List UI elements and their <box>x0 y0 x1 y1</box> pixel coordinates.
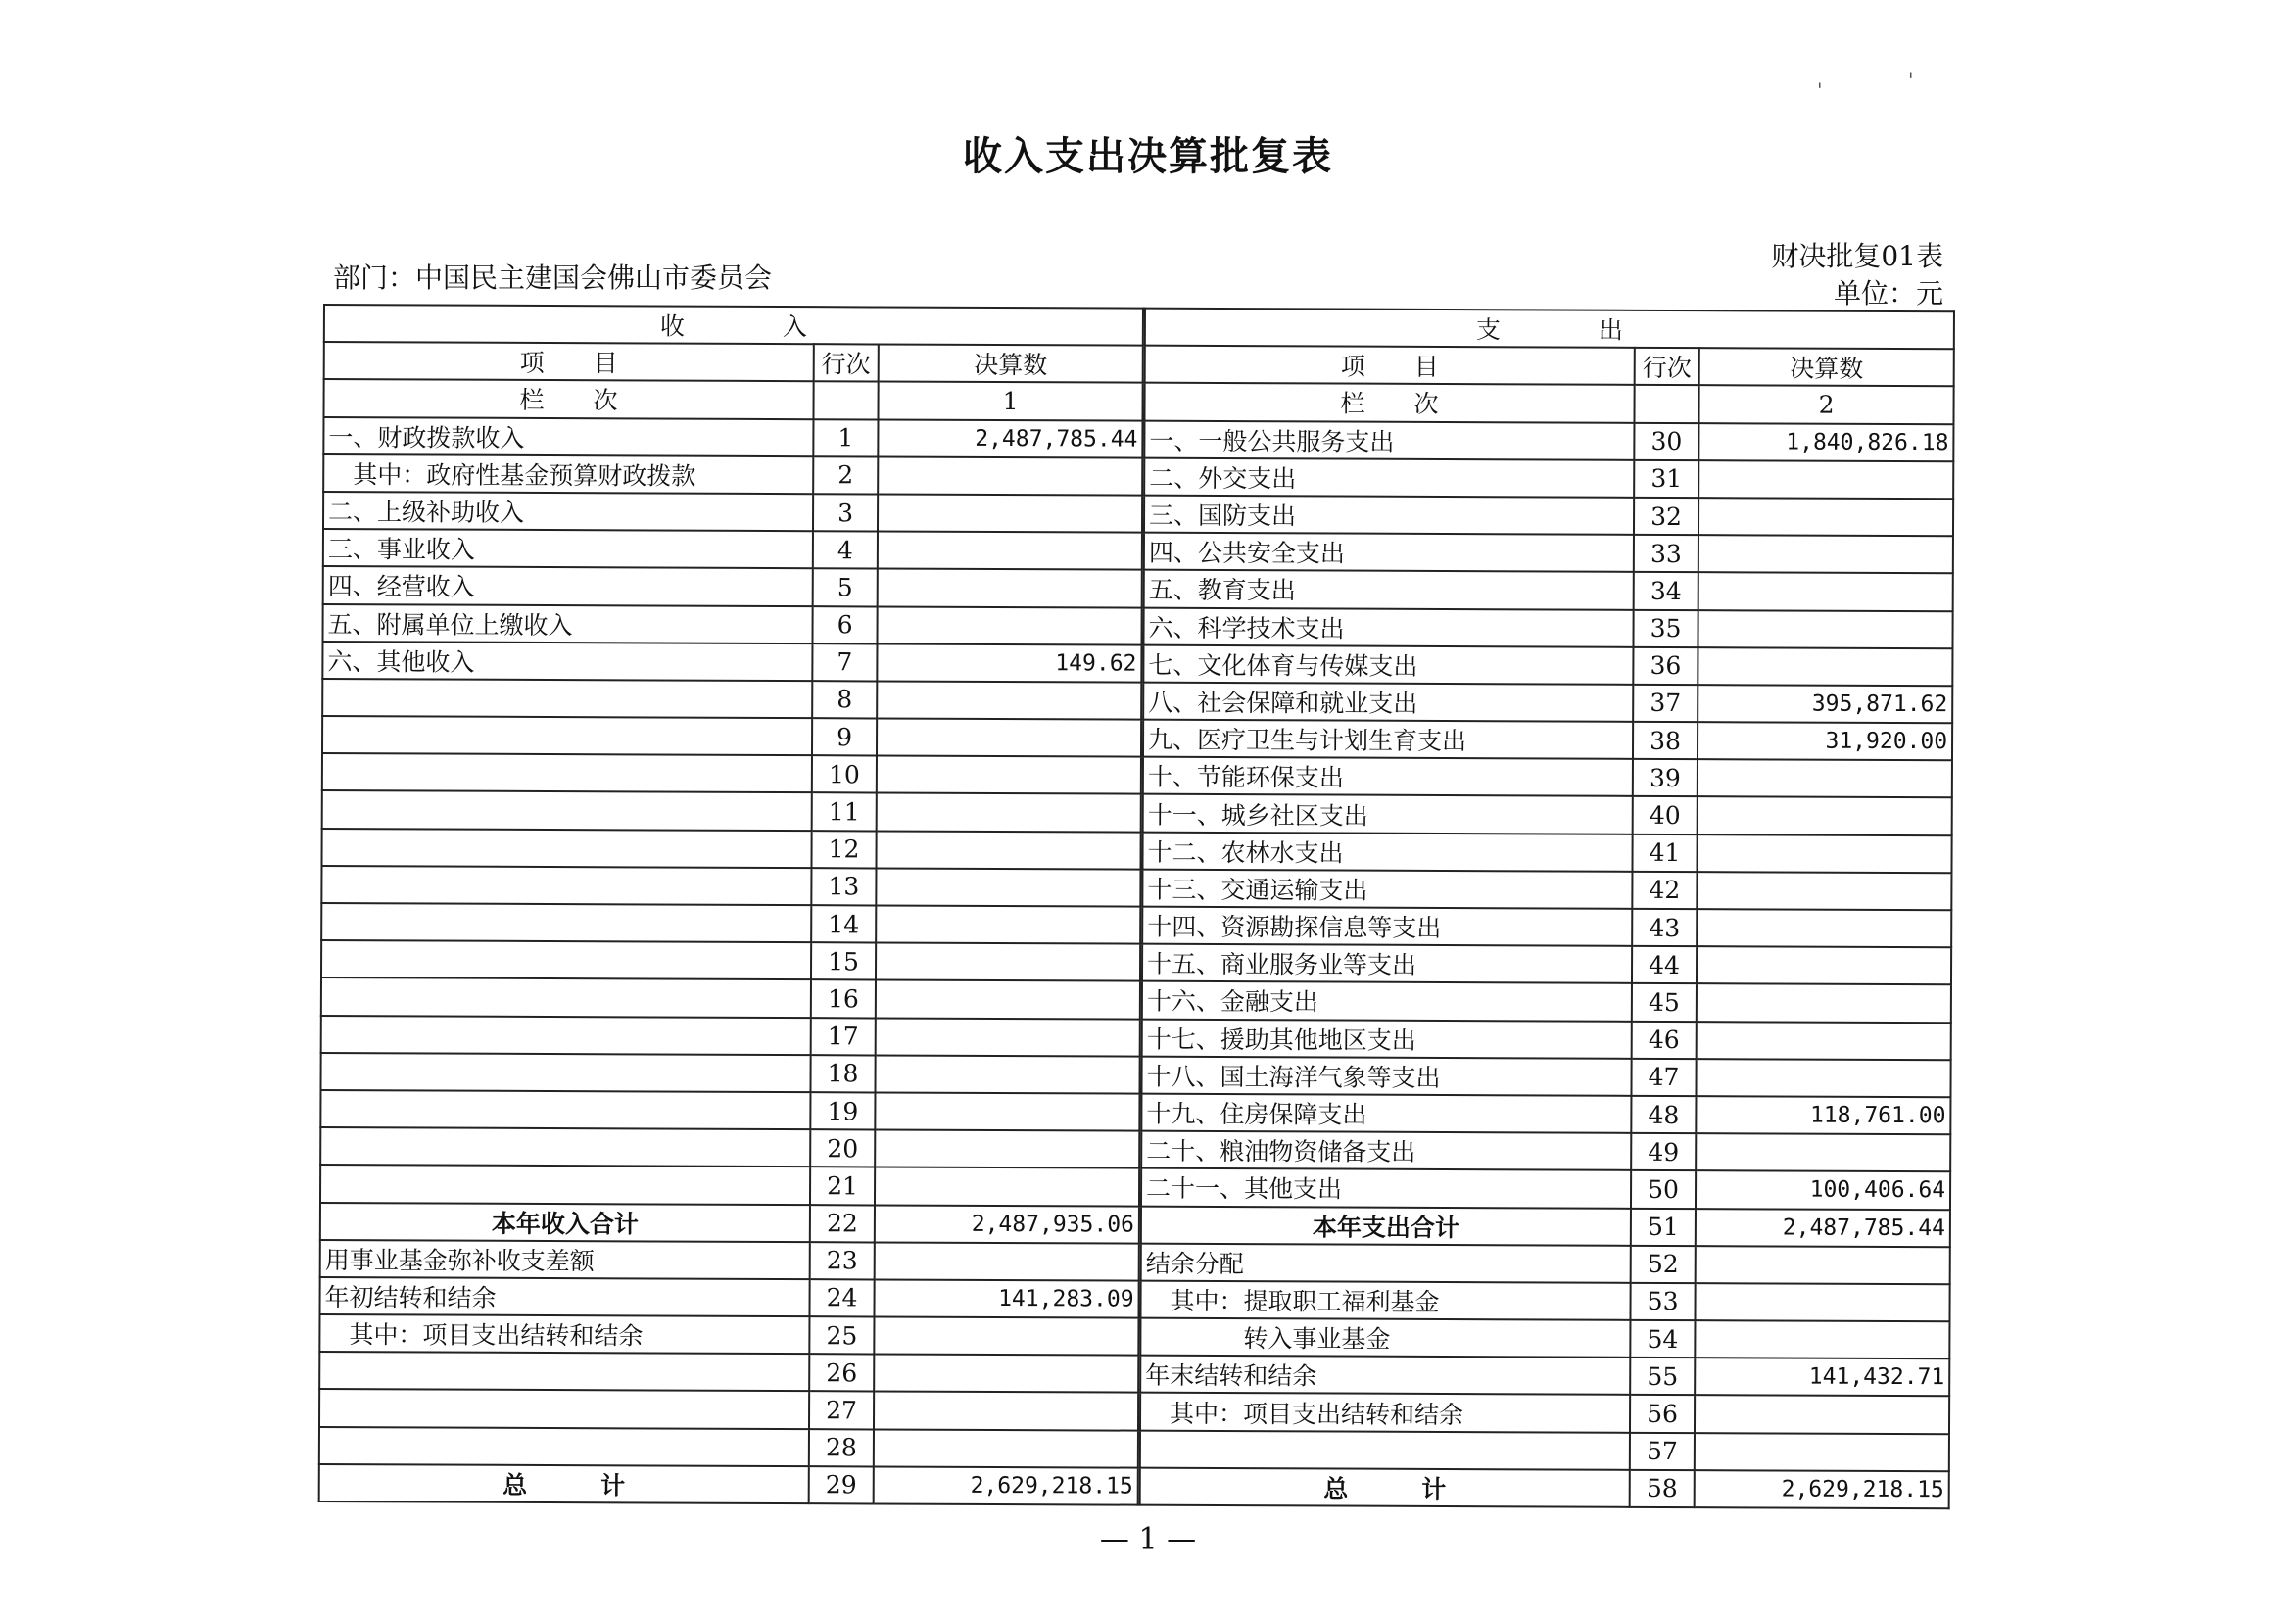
expense-line-cell: 48 <box>1631 1096 1696 1133</box>
income-row <box>320 1090 1139 1131</box>
income-amount-cell <box>875 1092 1139 1130</box>
income-line-cell: 28 <box>809 1429 874 1466</box>
income-amount-cell: 141,283.09 <box>874 1279 1138 1317</box>
income-item-cell <box>320 1090 810 1129</box>
income-amount-cell <box>875 1167 1139 1206</box>
expense-row <box>1142 1056 1951 1097</box>
income-column-label: 栏 次 <box>323 379 813 418</box>
income-column-line <box>813 382 878 419</box>
income-row <box>321 866 1140 907</box>
income-row <box>319 1389 1138 1430</box>
expense-row <box>1140 1356 1949 1397</box>
expense-amount-cell <box>1698 759 1952 797</box>
income-item-cell: 五、附属单位上缴收入 <box>322 604 812 643</box>
income-item-header: 项 目 <box>324 342 814 381</box>
expense-row <box>1141 1168 1950 1210</box>
expense-line-cell: 37 <box>1633 685 1698 722</box>
expense-amount-cell <box>1697 909 1951 947</box>
expense-item-cell: 六、科学技术支出 <box>1144 607 1634 646</box>
expense-amount-cell <box>1697 946 1951 984</box>
income-amount-cell: 149.62 <box>877 643 1141 682</box>
income-line-cell: 14 <box>811 905 876 942</box>
income-row <box>320 1240 1139 1281</box>
expense-line-cell: 50 <box>1631 1170 1696 1208</box>
expense-amount-cell <box>1696 1283 1950 1321</box>
income-amount-cell <box>875 1242 1139 1280</box>
expense-line-cell: 58 <box>1630 1470 1695 1507</box>
income-row <box>322 679 1141 720</box>
unit-label: 单位：元 <box>1833 277 1943 310</box>
expense-amount-cell: 141,432.71 <box>1695 1358 1949 1396</box>
expense-line-cell: 38 <box>1633 722 1698 759</box>
expense-row <box>1141 1281 1950 1322</box>
income-amount-cell <box>877 756 1141 794</box>
expense-item-cell: 其中：提取职工福利基金 <box>1141 1281 1631 1320</box>
expense-amount-cell <box>1696 1246 1950 1284</box>
income-line-cell: 26 <box>809 1354 874 1391</box>
department-label: 部门：中国民主建国会佛山市委员会 <box>333 262 773 294</box>
income-row <box>319 1352 1138 1393</box>
income-line-cell: 12 <box>811 831 876 868</box>
expense-amount-cell <box>1695 1320 1949 1358</box>
expense-row <box>1141 1131 1950 1172</box>
expense-column-line <box>1635 385 1699 422</box>
income-item-cell <box>321 903 811 942</box>
income-item-cell <box>322 753 812 792</box>
stray-mark: ' <box>1817 78 1823 102</box>
expense-item-cell: 十八、国土海洋气象等支出 <box>1142 1056 1632 1095</box>
income-amount-cell <box>878 532 1142 570</box>
income-line-cell: 5 <box>813 568 878 605</box>
income-row <box>320 1127 1139 1168</box>
expense-line-cell: 45 <box>1632 983 1697 1021</box>
income-item-cell <box>321 829 811 868</box>
income-amount-cell <box>876 943 1140 981</box>
income-amount-cell <box>878 569 1142 607</box>
expense-item-cell: 二、外交支出 <box>1144 457 1634 497</box>
income-amount-cell <box>875 1130 1139 1168</box>
expense-row <box>1144 420 1953 461</box>
income-item-cell <box>321 1016 811 1055</box>
income-item-cell: 用事业基金弥补收支差额 <box>320 1240 810 1279</box>
page-number: — 1 — <box>1099 1522 1197 1556</box>
expense-amount-cell <box>1695 1433 1949 1471</box>
income-row <box>322 642 1141 683</box>
expense-row <box>1143 757 1952 798</box>
income-row <box>320 1202 1139 1243</box>
expense-line-cell: 36 <box>1633 647 1698 685</box>
expense-amount-cell <box>1696 1133 1950 1171</box>
income-item-cell <box>321 940 811 979</box>
expense-item-cell: 五、教育支出 <box>1144 570 1634 609</box>
expense-row <box>1143 720 1952 761</box>
income-line-cell: 19 <box>810 1092 875 1129</box>
expense-amount-header: 决算数 <box>1699 348 1954 386</box>
income-amount-cell <box>877 681 1141 719</box>
income-section-header: 收 入 <box>324 305 1143 346</box>
income-row <box>322 716 1141 757</box>
income-line-cell: 9 <box>812 718 877 755</box>
expense-item-cell: 二十、粮油物资储备支出 <box>1141 1131 1631 1170</box>
income-line-cell: 22 <box>810 1205 875 1242</box>
income-item-cell: 一、财政拨款收入 <box>323 417 813 456</box>
expense-item-cell: 十、节能环保支出 <box>1143 757 1633 796</box>
expense-amount-cell <box>1697 1022 1951 1060</box>
income-line-cell: 15 <box>811 942 876 979</box>
income-row <box>320 1165 1139 1206</box>
expense-item-cell: 十五、商业服务业等支出 <box>1142 944 1632 983</box>
income-item-cell: 年初结转和结余 <box>319 1277 809 1316</box>
expense-line-cell: 43 <box>1632 909 1697 946</box>
income-item-cell <box>322 790 812 830</box>
expense-item-cell: 转入事业基金 <box>1140 1318 1630 1358</box>
expense-line-cell: 33 <box>1634 535 1698 572</box>
expense-amount-cell: 395,871.62 <box>1698 685 1952 723</box>
expense-item-cell: 十二、农林水支出 <box>1143 832 1633 871</box>
income-row <box>321 977 1140 1019</box>
expense-item-cell: 十七、援助其他地区支出 <box>1142 1019 1632 1058</box>
expense-line-cell: 42 <box>1632 872 1697 909</box>
expense-item-cell: 十六、金融支出 <box>1142 981 1632 1021</box>
expense-amount-cell: 2,629,218.15 <box>1695 1470 1949 1508</box>
expense-row <box>1141 1206 1950 1247</box>
income-amount-cell <box>876 1018 1140 1056</box>
income-row <box>323 566 1142 607</box>
expense-amount-cell <box>1698 572 1953 610</box>
expense-row <box>1141 1243 1950 1284</box>
expense-row <box>1144 533 1953 574</box>
expense-item-cell: 十三、交通运输支出 <box>1142 869 1632 908</box>
expense-row <box>1142 981 1951 1023</box>
income-item-cell <box>319 1352 809 1391</box>
income-row <box>321 829 1140 870</box>
income-amount-header: 决算数 <box>879 345 1143 383</box>
expense-item-cell: 十九、住房保障支出 <box>1141 1094 1631 1133</box>
income-amount-cell <box>876 905 1140 943</box>
expense-line-cell: 55 <box>1630 1358 1695 1395</box>
expense-item-cell: 年末结转和结余 <box>1140 1356 1630 1395</box>
expense-row <box>1142 907 1951 948</box>
expense-column-number: 2 <box>1699 386 1954 424</box>
expense-amount-cell: 118,761.00 <box>1696 1096 1950 1134</box>
income-row <box>323 492 1142 533</box>
income-amount-cell <box>877 606 1141 644</box>
income-amount-cell: 2,487,785.44 <box>878 419 1142 457</box>
income-line-cell: 25 <box>809 1316 874 1354</box>
income-amount-cell <box>874 1317 1138 1356</box>
expense-row <box>1140 1318 1949 1359</box>
income-item-cell <box>321 977 811 1017</box>
expense-line-cell: 49 <box>1631 1133 1696 1170</box>
expense-amount-cell: 2,487,785.44 <box>1696 1209 1950 1247</box>
expense-section-header: 支 出 <box>1145 309 1954 350</box>
expense-row <box>1141 1094 1950 1135</box>
expense-line-cell: 31 <box>1634 460 1698 498</box>
income-line-cell: 20 <box>810 1129 875 1167</box>
expense-line-cell: 40 <box>1633 796 1698 834</box>
expense-amount-cell <box>1698 535 1953 573</box>
income-amount-cell <box>874 1429 1138 1467</box>
expense-line-cell: 51 <box>1631 1208 1696 1245</box>
expense-row <box>1143 794 1952 835</box>
statement-tables <box>318 304 1955 1509</box>
expense-item-cell: 本年支出合计 <box>1141 1206 1631 1245</box>
expense-line-cell: 47 <box>1632 1059 1697 1096</box>
expense-row <box>1142 944 1951 985</box>
income-amount-cell <box>874 1392 1138 1430</box>
expense-line-cell: 35 <box>1634 609 1698 646</box>
income-amount-cell <box>876 831 1140 869</box>
income-line-cell: 17 <box>811 1018 876 1055</box>
expense-line-cell: 39 <box>1633 759 1698 796</box>
income-item-cell: 本年收入合计 <box>320 1202 810 1241</box>
expense-line-cell: 46 <box>1632 1021 1697 1058</box>
expense-row <box>1142 1019 1951 1060</box>
expense-line-header: 行次 <box>1635 348 1699 385</box>
expense-line-cell: 53 <box>1631 1283 1696 1320</box>
income-item-cell: 三、事业收入 <box>323 529 813 568</box>
income-amount-cell: 2,629,218.15 <box>874 1466 1138 1504</box>
income-item-cell <box>319 1389 809 1428</box>
income-row <box>323 454 1142 496</box>
income-row <box>321 903 1140 944</box>
expense-item-cell: 一、一般公共服务支出 <box>1144 420 1634 459</box>
income-line-cell: 23 <box>810 1242 875 1279</box>
expense-amount-cell <box>1698 797 1952 835</box>
expense-amount-cell: 1,840,826.18 <box>1698 423 1953 461</box>
expense-line-cell: 52 <box>1631 1246 1696 1283</box>
income-row <box>323 417 1142 458</box>
expense-row <box>1144 570 1953 611</box>
income-amount-cell <box>878 494 1142 532</box>
expense-row <box>1140 1467 1949 1508</box>
income-line-cell: 7 <box>812 643 877 681</box>
income-line-cell: 21 <box>810 1167 875 1204</box>
income-line-cell: 16 <box>811 980 876 1018</box>
income-row <box>322 604 1141 645</box>
expense-item-header: 项 目 <box>1145 346 1635 385</box>
income-line-cell: 10 <box>812 755 877 792</box>
income-line-cell: 13 <box>811 868 876 905</box>
expense-line-cell: 32 <box>1634 498 1698 535</box>
income-item-cell: 其中：项目支出结转和结余 <box>319 1314 809 1354</box>
income-row <box>322 790 1141 832</box>
income-line-cell: 24 <box>809 1279 874 1316</box>
expense-item-cell: 九、医疗卫生与计划生育支出 <box>1143 720 1633 759</box>
income-line-cell: 11 <box>812 793 877 831</box>
income-row <box>323 529 1142 570</box>
income-item-cell <box>321 866 811 905</box>
expense-line-cell: 34 <box>1634 572 1698 609</box>
expense-column-label: 栏 次 <box>1145 383 1635 422</box>
income-line-cell: 4 <box>813 531 878 568</box>
expense-item-cell: 三、国防支出 <box>1144 496 1634 535</box>
expense-amount-cell <box>1698 647 1952 686</box>
expense-row <box>1143 683 1952 724</box>
income-amount-cell <box>877 793 1141 832</box>
income-line-cell: 29 <box>809 1466 874 1503</box>
income-item-cell <box>320 1165 810 1204</box>
expense-row <box>1140 1393 1949 1434</box>
expense-row <box>1142 869 1951 910</box>
income-item-cell <box>322 679 812 718</box>
income-row <box>319 1464 1138 1505</box>
income-line-cell: 6 <box>812 606 877 643</box>
expense-item-cell: 总 计 <box>1140 1467 1630 1506</box>
income-amount-cell <box>878 456 1142 495</box>
income-line-cell: 18 <box>810 1055 875 1092</box>
income-item-cell <box>320 1127 810 1167</box>
expense-item-cell: 八、社会保障和就业支出 <box>1143 683 1633 722</box>
income-row <box>319 1277 1138 1318</box>
expense-row <box>1144 496 1953 537</box>
expense-amount-cell <box>1698 460 1953 499</box>
expense-item-cell: 十四、资源勘探信息等支出 <box>1142 907 1632 946</box>
expense-table <box>1139 308 1955 1510</box>
income-line-cell: 1 <box>813 419 878 456</box>
income-row <box>320 1053 1139 1094</box>
income-amount-cell <box>874 1355 1138 1393</box>
income-item-cell: 六、其他收入 <box>322 642 812 681</box>
expense-row <box>1140 1430 1949 1471</box>
expense-amount-cell: 100,406.64 <box>1696 1170 1950 1209</box>
income-item-cell <box>322 716 812 755</box>
income-line-cell: 8 <box>812 681 877 718</box>
expense-item-cell: 四、公共安全支出 <box>1144 533 1634 572</box>
income-table <box>318 304 1144 1506</box>
income-line-header: 行次 <box>814 344 879 381</box>
expense-row <box>1143 644 1952 686</box>
income-line-cell: 27 <box>809 1392 874 1429</box>
expense-line-cell: 57 <box>1630 1432 1695 1469</box>
income-amount-cell <box>877 719 1141 757</box>
expense-line-cell: 30 <box>1634 422 1698 459</box>
expense-amount-cell <box>1695 1396 1949 1434</box>
page-title: 收入支出决算批复表 <box>963 134 1333 179</box>
expense-amount-cell <box>1697 983 1951 1022</box>
income-line-cell: 3 <box>813 494 878 531</box>
expense-amount-cell <box>1698 498 1953 536</box>
expense-item-cell: 二十一、其他支出 <box>1141 1168 1631 1208</box>
expense-amount-cell <box>1697 872 1951 910</box>
expense-amount-cell: 31,920.00 <box>1698 722 1952 760</box>
expense-row <box>1144 457 1953 499</box>
income-line-cell: 2 <box>813 456 878 494</box>
expense-line-cell: 41 <box>1633 834 1698 871</box>
income-item-cell <box>320 1053 810 1092</box>
expense-line-cell: 54 <box>1630 1320 1695 1358</box>
income-item-cell: 二、上级补助收入 <box>323 492 813 531</box>
income-row <box>321 1016 1140 1057</box>
expense-amount-cell <box>1698 610 1953 648</box>
income-item-cell <box>319 1427 809 1466</box>
expense-line-cell: 44 <box>1632 946 1697 983</box>
expense-amount-cell <box>1697 1059 1951 1097</box>
expense-item-cell <box>1140 1430 1630 1469</box>
expense-row <box>1144 607 1953 648</box>
expense-amount-cell <box>1698 834 1952 873</box>
expense-item-cell: 其中：项目支出结转和结余 <box>1140 1393 1630 1432</box>
income-column-number: 1 <box>878 382 1142 420</box>
income-amount-cell <box>876 980 1140 1019</box>
income-row <box>319 1314 1138 1356</box>
stray-mark: ' <box>1908 69 1914 92</box>
expense-item-cell: 十一、城乡社区支出 <box>1143 794 1633 834</box>
form-id: 财决批复01表 <box>1771 240 1943 272</box>
expense-line-cell: 56 <box>1630 1395 1695 1432</box>
income-amount-cell: 2,487,935.06 <box>875 1205 1139 1243</box>
income-item-cell: 总 计 <box>319 1464 809 1503</box>
income-row <box>319 1427 1138 1468</box>
income-item-cell: 四、经营收入 <box>323 566 813 605</box>
expense-item-cell: 七、文化体育与传媒支出 <box>1143 644 1633 684</box>
income-amount-cell <box>875 1055 1139 1093</box>
income-row <box>321 940 1140 981</box>
expense-row <box>1143 832 1952 873</box>
income-item-cell: 其中：政府性基金预算财政拨款 <box>323 454 813 494</box>
expense-item-cell: 结余分配 <box>1141 1243 1631 1282</box>
income-row <box>322 753 1141 794</box>
income-amount-cell <box>876 868 1140 906</box>
